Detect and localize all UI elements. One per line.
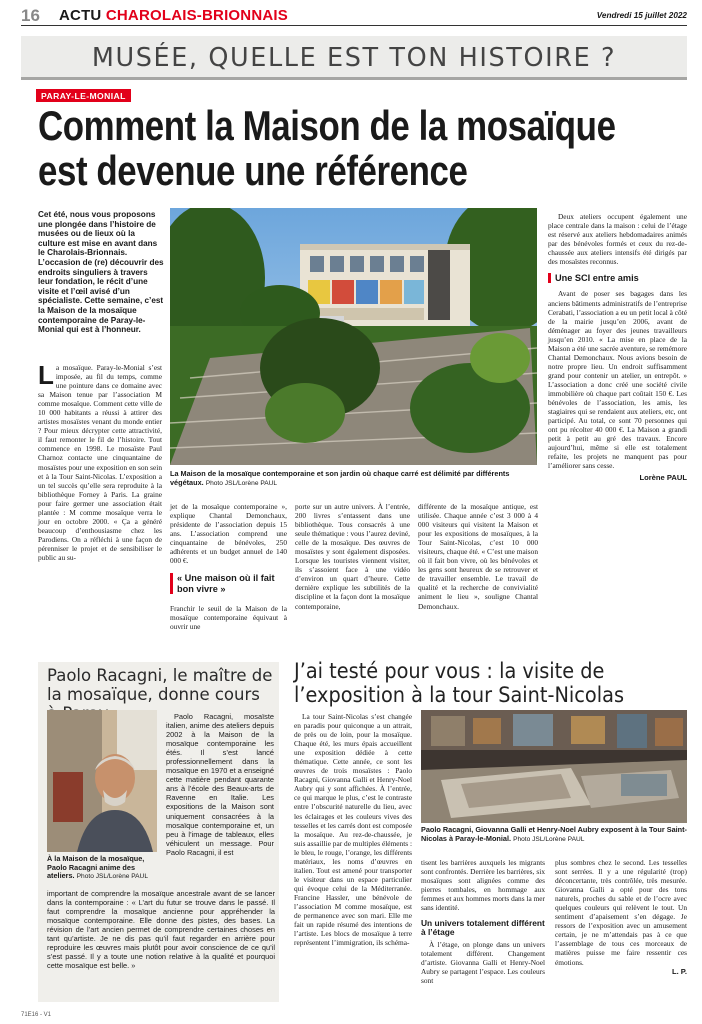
section-prefix: ACTU — [59, 7, 102, 24]
review-column-1: La tour Saint-Nicolas s’est changée en paradis pour quiconque a un attrait, de près ou de loin, pour la mosaïque. Chaque été, les murs épais accueillent une exposition dédiée à cette thématique. Cette année, ce sont les œuvres de trois mosaïstes : Paolo Racagni, Giovanna Galli et Henry-Noel Aubry qui y sont affichées. À l’entrée, ce qui marque le plus, c’est le contraste entre l’obscurité naturelle du lieu, avec les éclairages et les couleurs vives des tesselles et les carrés dont est composée la mosaïque. Au rez-de-chaussée, je suis assaillie par de multiples éléments : le bleu, le rouge, l’orange, les différents matériaux, les noms d’œuvres en italien. Tout est amené pour transporter le visiteur dans un espace particulier qui évoque celui de la Méditerranée. Francine Hassler, une bénévole de l’association M comme mosaïque, est de permanence avec son mari. Elle me fait un rapide résumé des intentions de l’artiste. Les blocs de mosaïque à terre représentent l’immigration, ils schéma- — [294, 712, 412, 948]
section-title — [59, 7, 288, 24]
article-text-2: jet de la mosaïque contemporaine », explique Chantal Demonchaux, présidente de l’association depuis 15 ans. L’association comprend une cinquantaine de bénévoles, 250 adhérents et un budget annuel de 140 000 €. — [170, 502, 287, 566]
review-column-3 — [555, 858, 687, 976]
kicker-text: MUSÉE, QUELLE EST TON HISTOIRE ? — [91, 43, 617, 73]
box-text-right: Paolo Racagni, mosaïste italien, anime des ateliers depuis 2002 à la Maison de la mosaïque contemporaine les étés. Il s’est lancé professionnellement dans la mosaïque en 1970 et a enseigné cette matière pendant quarante ans à l’école des Beaux-arts de Ravenne en Italie. Les expositions de la Maison sont uniquement consacrées à la mosaïque contemporaine et, un peu à l’image de tableaux, elles véhiculent un message. Pour Paolo Racagni, il est — [166, 712, 274, 857]
building-garden-image — [170, 208, 537, 465]
main-caption-text: La Maison de la mosaïque contemporaine et son jardin où chaque carré est délimité par différents végétaux. — [170, 469, 510, 487]
review-column-2 — [421, 858, 545, 986]
box-title: Paolo Racagni, le maître de la mosaïque, donne cours — [47, 666, 273, 704]
main-photo-credit: Photo JSL/Lorène PAUL — [205, 479, 278, 487]
portrait-caption-text: À la Maison de la mosaïque, Paolo Racagni anime des ateliers. — [47, 854, 145, 881]
subhead-bon-vivre: « Une maison où il fait bon vivre » — [170, 573, 287, 593]
subhead-sci: Une SCI entre amis — [548, 273, 687, 283]
article-column-5 — [548, 212, 687, 482]
article-column-1 — [38, 360, 162, 562]
portrait-credit: Photo JSL/Lorène PAUL — [76, 873, 148, 881]
article-column-2 — [170, 502, 287, 631]
exhibition-photo — [421, 710, 687, 823]
box-text-full: important de comprendre la mosaïque ancestrale avant de se lancer dans la contemporaine : « L’art du futur se trouve dans le passé. Il faut comprendre la mosaïque ancienne pour appréhender la mosaïque contemporaine. Elle donne des pistes, des bases. La révision de l’art ancien permet de comprendre certaines choses en tant qu’artiste. Je ne dis pas qu’il faut regarder en arrière pour reproduire les œuvres mais plutôt pour avoir conscience de ce qu’il s’est passé. Il y a toute une notion relative à la qualité et pourquoi cette mosaïque est belle. » — [47, 889, 275, 971]
article-signature: Lorène PAUL — [639, 473, 687, 483]
review-text-2b: À l’étage, on plonge dans un univers totalement différent. Changement d’artiste. Giovanna Galli et Henry-Noel Aubry se partagent l’espace. Les couleurs sont — [421, 940, 545, 986]
page-footer-code: 71E16 - V1 — [21, 1012, 52, 1018]
article-text-5b: Avant de poser ses bagages dans les anciens bâtiments administratifs de l’entreprise Cerabati, l’association a eu un petit local à côté de la mairie jusqu’en 2006, avant de déménager au foyer des jeunes travailleurs jusqu’en 2010. « La mise en place de la Maison a été une sacrée aventure, se remémore Chantal Demonchaux. Nous avions besoin de notre propre lieu. Un endroit suffisamment grand pour contenir un atelier, un entrepôt. » L’association a donc créé une société civile immobilière où chaque part coûtait 150 €. Les bénévoles de l’association, les amis, les stagiaires qui se rendaient aux ateliers, etc, ont participé. Au total, ce sont 70 personnes qui ont pu récolter 40 000 €. La Maison a grandi petit à petit au gré des travaux. Encore aujourd’hui, même si elle est totalement refaite, les projets ne manquent pas pour l’améliorer sans cesse. — [548, 289, 687, 471]
main-photo-caption — [170, 470, 537, 488]
section-name: CHAROLAIS-BRIONNAIS — [105, 7, 288, 24]
exhibition-caption-text: Paolo Racagni, Giovanna Galli et Henry-Noel Aubry exposent à la Tour Saint-Nicolas à Paray-le-Monial. — [421, 825, 687, 843]
review-text-3: plus sombres chez le second. Les tesselles sont serrées. Il y a une régularité (trop) déconcertante, très contrôlée, très mesurée. Giovanna Galli a opté pour des tons naturels, proches du sable et de l’ocre avec quelques couleurs qui relèvent le tout. Un sentiment d’apaisement s’en dégage. Je ressors de l’exposition avec un amusement certain, je ne m’attendais pas à ce que l’assemblage de tous ces morceaux de matières puisse me faire ressentir ces émotions. — [555, 858, 687, 967]
main-photo — [170, 208, 537, 465]
headline-line-1: Comment la Maison de la mosaïque — [38, 102, 616, 149]
exhibition-image — [421, 710, 687, 823]
review-text-2a: tisent les barrières auxquels les migrants sont confrontés. Derrière les barrières, six mosaïques sont alignées comme des pierres tombales, en hommage aux femmes et aux hommes morts dans la mer sans identité. — [421, 858, 545, 913]
page-number: 16 — [21, 6, 40, 25]
exhibition-caption — [421, 826, 687, 844]
review-subhead: Un univers totalement différent à l’étage — [421, 918, 545, 938]
portrait-caption — [47, 855, 159, 882]
exhibition-credit: Photo JSL/Lorène PAUL — [513, 835, 585, 843]
portrait-image — [47, 710, 157, 852]
review-title — [294, 660, 658, 707]
standfirst: Cet été, nous vous proposons une plongée dans l’histoire de musées ou de lieux où la culture est mise en avant dans le Charolais-Brionnais. L’occasion de (re) découvrir des endroits singuliers à travers leur fondation, le récit d’une visite et l’œil avisé d’un spécialiste. Cette semaine, c’est la Maison de la mosaïque contemporaine de Paray-le-Monial qui est à l’honneur. — [38, 210, 164, 335]
headline — [38, 102, 616, 194]
article-text-2b: Franchir le seuil de la Maison de la mosaïque contemporaine équivaut à ouvrir une — [170, 603, 287, 631]
review-signature: L. P. — [671, 966, 687, 976]
drop-cap: L — [38, 360, 54, 390]
location-tag: PARAY-LE-MONIAL — [36, 89, 131, 102]
review-title-line-1: J’ai testé pour vous : la visite de — [294, 659, 605, 683]
headline-line-2: est devenue une référence — [38, 147, 468, 194]
article-column-3: porte sur un autre univers. À l’entrée, 200 livres s’entassent dans une bibliothèque. Tous consacrés à une seule thématique : vous l’aurez deviné, celle de la mosaïque. Des œuvres de mosaïstes y sont également disposées. Lorsque les touristes viennent visiter, ils s’assoient face à une vidéo d’environ un quart d’heure. Cette dernière explique les subtilités de la discipline et la façon dont la mosaïque contemporaine, — [295, 502, 410, 611]
article-text-1: a mosaïque. Paray-le-Monial s’est imposée, au fil du temps, comme une pointure dans ce domaine avec sa Maison tenue par l’association M comme mosaïque. Comment cette ville de 10 000 habitants a réussi à attirer des artistes mosaïstes venant du monde entier ? Pour mieux décrypter cette attractivité, il faut remonter le fil de l’histoire. Tout commence en 1998. Le mosaïste Paul Charnoz contacte une cinquantaine de mosaïstes pour une exposition en son sein et à la Tour Saint-Nicolas. L’exposition a un tel succès qu’elle sera reproduite à la bibliothèque Forney à Paris. La graine pour faire germer une association était plantée : M comme mosaïque verra le jour en octobre 2000. « Ça a généré beaucoup d’enthousiasme chez les Parodiens. On a réfléchi à une façon de pérenniser le projet et de sensibiliser le public au su- — [38, 363, 162, 562]
page-header — [21, 6, 687, 26]
portrait-photo — [47, 710, 157, 852]
article-text-5a: Deux ateliers occupent également une place centrale dans la maison : celui de l’étage est réservé aux ateliers hebdomadaires animés par des bénévoles formés et ceux du rez-de-chaussée aux ateliers intensifs été dirigés par des mosaïstes reconnus. — [548, 212, 687, 267]
issue-date: Vendredi 15 juillet 2022 — [596, 11, 687, 20]
review-title-line-2: l’exposition à la tour Saint-Nicolas — [294, 682, 625, 707]
article-column-4: différente de la mosaïque antique, est utilisée. Chaque année c’est 3 000 à 4 000 visiteurs qui visitent la Maison et pour les expositions de mosaïques, à la Tour Saint-Nicolas, c’est 10 000 visiteurs, chaque été. « C’est une maison où il fait bon vivre, où les bénévoles et les gens sont heureux de se retrouver et de travailler ensemble. Le travail de qualité et la recherche de convivialité animent le lieu », souligne Chantal Demonchaux. — [418, 502, 538, 611]
series-kicker — [21, 36, 687, 80]
